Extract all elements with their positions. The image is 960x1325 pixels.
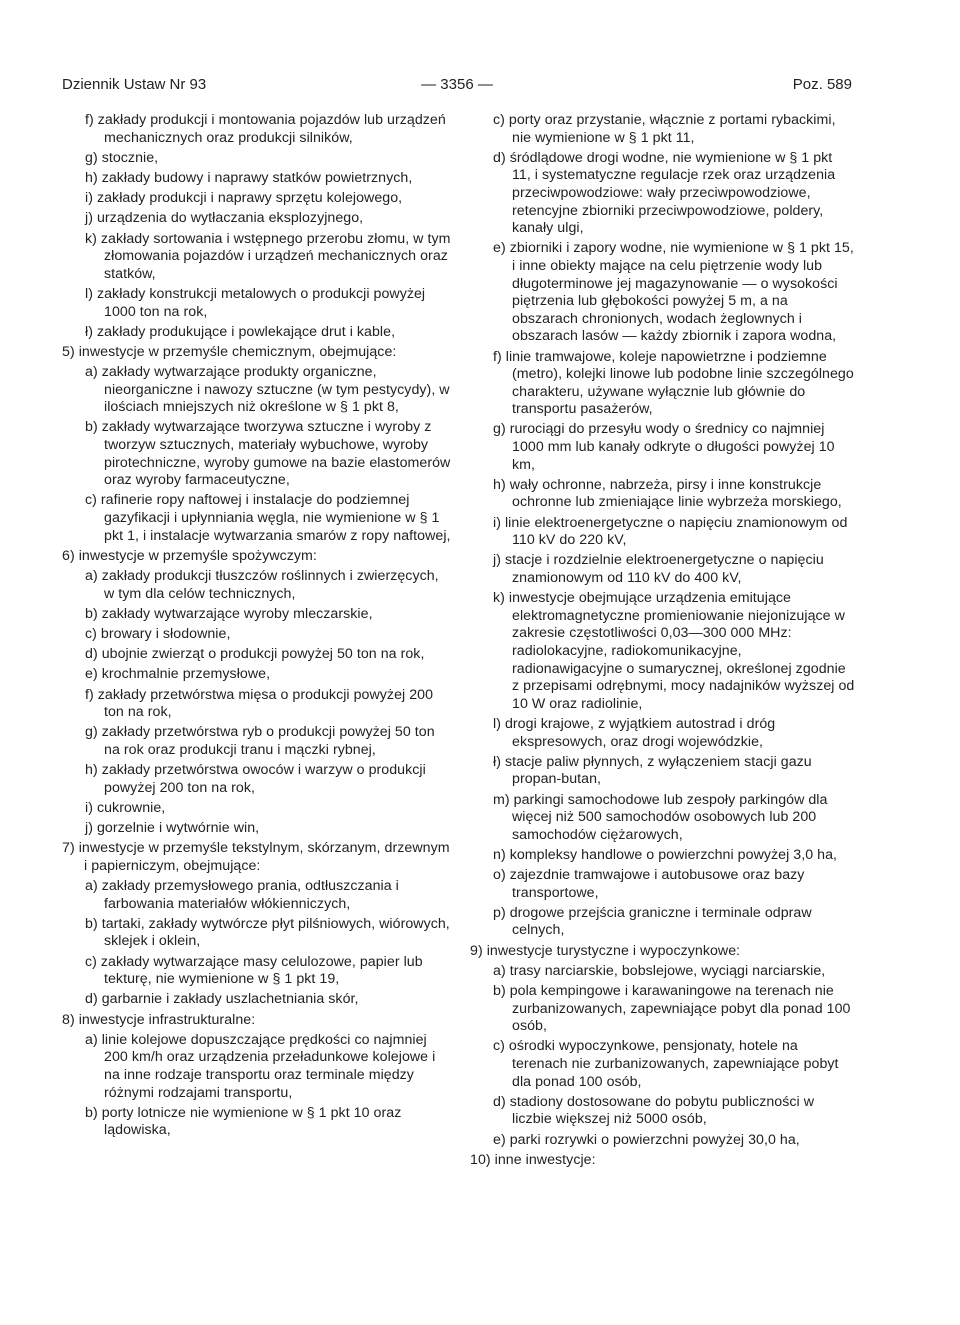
page-header — [62, 74, 852, 96]
left-list-item: b) porty lotnicze nie wymienione w § 1 pkt 10 oraz lądowiska, — [85, 1104, 402, 1139]
left-list-item: i) cukrownie, — [85, 799, 166, 816]
right-list-item: f) linie tramwajowe, koleje napowietrzne i podziemne (metro), kolejki linowe lub podobne linie szczególnego charakteru, używane wyłącznie lub głównie do transportu pasażerów, — [493, 348, 854, 418]
left-list-item: b) zakłady wytwarzające tworzywa sztuczne i wyroby z tworzyw sztucznych, materiały wybuchowe, wyroby pirotechniczne, wyroby gumowe na bazie elastomerów oraz wyroby farmaceutyczne, — [85, 419, 451, 489]
right-list-item: k) inwestycje obejmujące urządzenia emitujące elektromagnetyczne promieniowanie niejonizujące w zakresie częstotliwości 0,03—300 000 MHz: radiolokacyjne, radiokomunikacyjne, radionawigacyjne o sumarycznej, określonej zgodnie z przepisami odrębnymi, mocy nadajników wyższej od 10 W oraz radiolinie, — [493, 590, 855, 712]
right-list-item: i) linie elektroenergetyczne o napięciu znamionowym od 110 kV do 220 kV, — [493, 514, 848, 549]
page-number: — 3356 — — [421, 76, 493, 93]
left-list-item: a) linie kolejowe dopuszczające prędkości co najmniej 200 km/h oraz urządzenia przeładunkowe kolejowe i na inne rodzaje transportu oraz terminale między różnymi rodzajami transportu, — [85, 1031, 436, 1101]
left-list-item: f) zakłady przetwórstwa mięsa o produkcji powyżej 200 ton na rok, — [85, 686, 434, 721]
right-list-item: o) zajezdnie tramwajowe i autobusowe oraz bazy transportowe, — [493, 867, 805, 901]
left-list-item: d) garbarnie i zakłady uszlachetniania skór, — [85, 991, 359, 1008]
right-column — [470, 112, 855, 1172]
left-section-heading: 7) inwestycje w przemyśle tekstylnym, skórzanym, drzewnym i papierniczym, obejmujące: — [62, 840, 450, 874]
right-list-item: c) ośrodki wypoczynkowe, pensjonaty, hotele na terenach nie zurbanizowanych, zapewniające pobyt dla ponad 100 osób, — [493, 1038, 839, 1090]
right-list-item: d) stadiony dostosowane do pobytu publiczności w liczbie większej niż 5000 osób, — [493, 1093, 815, 1128]
left-section-heading: 5) inwestycje w przemyśle chemicznym, obejmujące: — [62, 343, 397, 360]
left-section-heading: 6) inwestycje w przemyśle spożywczym: — [62, 547, 317, 564]
left-list-item: b) zakłady wytwarzające wyroby mleczarskie, — [85, 605, 373, 622]
left-list-item: k) zakłady sortowania i wstępnego przerobu złomu, w tym złomowania pojazdów i urządzeń mechanicznych oraz statków, — [85, 230, 451, 282]
right-list-item: p) drogowe przejścia graniczne i terminale odpraw celnych, — [493, 904, 812, 939]
right-list-item: a) trasy narciarskie, bobslejowe, wyciągi narciarskie, — [493, 962, 826, 979]
left-list-item: h) zakłady budowy i naprawy statków powietrznych, — [85, 169, 413, 186]
right-list-item: e) zbiorniki i zapory wodne, nie wymienione w § 1 pkt 15, i inne obiekty mające na celu piętrzenie wody lub długoterminowe jej magazynowanie — o wysokości piętrzenia lub głębokości powyżej 5 m, a na obszarach chronionych, wodach żeglownych i obszarach lasów — każdy zbiornik i zapora wodna, — [493, 240, 854, 345]
left-list-item: j) urządzenia do wytłaczania eksplozyjnego, — [85, 210, 364, 227]
right-list-item: d) śródlądowe drogi wodne, nie wymienione w § 1 pkt 11, i systematyczne regulacje rzek oraz urządzenia przeciwpowodziowe: wały przeciwpowodziowe, retencyjne zbiorniki przeciwpowodziowe, poldery, kanały ulgi, — [493, 149, 836, 237]
left-list-item: g) zakłady przetwórstwa ryb o produkcji powyżej 50 ton na rok oraz produkcji tranu i mączki rybnej, — [85, 724, 435, 758]
left-list-item: c) browary i słodownie, — [85, 625, 231, 642]
left-list-item: l) zakłady konstrukcji metalowych o produkcji powyżej 1000 ton na rok, — [85, 285, 426, 320]
right-list-item: b) pola kempingowe i karawaningowe na terenach nie zurbanizowanych, zapewniające pobyt dla ponad 100 osób, — [493, 983, 851, 1035]
right-list-item: j) stacje i rozdzielnie elektroenergetyczne o napięciu znamionowym od 110 kV do 400 kV, — [493, 552, 824, 586]
left-list-item: c) zakłady wytwarzające masy celulozowe, papier lub tekturę, nie wymienione w § 1 pkt 19, — [85, 953, 423, 988]
right-list-item: c) porty oraz przystanie, włącznie z portami rybackimi, nie wymienione w § 1 pkt 11, — [493, 112, 836, 146]
right-list-item: ł) stacje paliw płynnych, z wyłączeniem stacji gazu propan-butan, — [493, 753, 812, 788]
right-list-item: h) wały ochronne, nabrzeża, pirsy i inne konstrukcje ochronne lub zmieniające linie wybrzeża morskiego, — [493, 476, 842, 511]
left-list-item: c) rafinerie ropy naftowej i instalacje do podziemnej gazyfikacji i upłynniania węgla, nie wymienione w § 1 pkt 1, i instalacje wytwarzania smarów z ropy naftowej, — [85, 492, 451, 544]
right-list-item: e) parki rozrywki o powierzchni powyżej 30,0 ha, — [493, 1131, 800, 1148]
left-list-item: h) zakłady przetwórstwa owoców i warzyw o produkcji powyżej 200 ton na rok, — [85, 762, 426, 796]
left-column — [62, 112, 452, 1142]
journal-title: Dziennik Ustaw Nr 93 — [62, 76, 207, 93]
left-list-item: g) stocznie, — [85, 149, 159, 166]
right-section-heading: 10) inne inwestycje: — [470, 1151, 596, 1168]
left-list-item: a) zakłady wytwarzające produkty organiczne, nieorganiczne i nawozy sztuczne (w tym pestycydy), w ilościach mniejszych niż określone w § 1 pkt 8, — [85, 364, 450, 416]
right-list-item: n) kompleksy handlowe o powierzchni powyżej 3,0 ha, — [493, 846, 838, 863]
left-list-item: e) krochmalnie przemysłowe, — [85, 666, 271, 683]
right-list-item: l) drogi krajowe, z wyjątkiem autostrad i dróg ekspresowych, oraz drogi wojewódzkie, — [493, 715, 776, 750]
left-list-item: b) tartaki, zakłady wytwórcze płyt pilśniowych, wiórowych, sklejek i oklein, — [85, 915, 450, 950]
right-list-item: g) rurociągi do przesyłu wody o średnicy co najmniej 1000 mm lub kanały odkryte o długości powyżej 10 km, — [493, 421, 835, 473]
right-list-item: m) parkingi samochodowe lub zespoły parkingów dla więcej niż 500 samochodów osobowych lub 200 samochodów ciężarowych, — [493, 791, 828, 843]
right-section-heading: 9) inwestycje turystyczne i wypoczynkowe: — [470, 942, 741, 959]
left-list-item: ł) zakłady produkujące i powlekające drut i kable, — [85, 323, 396, 340]
left-list-item: f) zakłady produkcji i montowania pojazdów lub urządzeń mechanicznych oraz produkcji silników, — [85, 112, 446, 146]
left-list-item: d) ubojnie zwierząt o produkcji powyżej 50 ton na rok, — [85, 646, 425, 663]
left-list-item: a) zakłady produkcji tłuszczów roślinnych i zwierzęcych, w tym dla celów technicznych, — [85, 567, 439, 602]
left-list-item: a) zakłady przemysłowego prania, odtłuszczania i farbowania materiałów włókienniczych, — [85, 878, 399, 912]
position-number: Poz. 589 — [792, 76, 852, 93]
left-list-item: i) zakłady produkcji i naprawy sprzętu kolejowego, — [85, 190, 403, 207]
left-section-heading: 8) inwestycje infrastrukturalne: — [62, 1011, 256, 1028]
left-list-item: j) gorzelnie i wytwórnie win, — [85, 820, 260, 837]
